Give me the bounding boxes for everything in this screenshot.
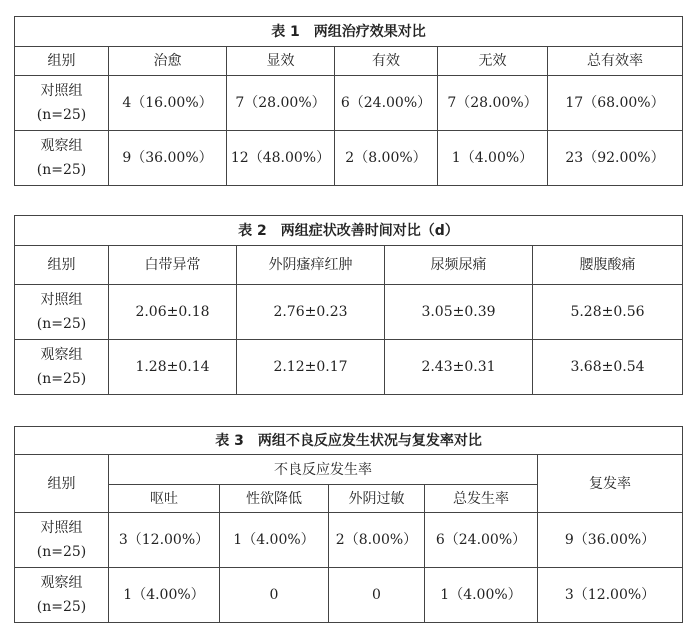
data-cell: 2（8.00%）: [335, 131, 438, 186]
group-cell: 对照组 (n=25): [15, 76, 109, 131]
header-cell: 白带异常: [109, 246, 237, 285]
header-cell: 无效: [438, 47, 548, 76]
data-cell: 3.05±0.39: [385, 285, 533, 340]
table-row: [15, 568, 683, 623]
header-cell: 总有效率: [548, 47, 683, 76]
group-cell: 对照组 (n=25): [15, 285, 109, 340]
data-cell: 0: [329, 568, 425, 623]
data-cell: 12（48.00%）: [227, 131, 335, 186]
data-cell: 5.28±0.56: [533, 285, 683, 340]
table-row: [15, 76, 683, 131]
table-adverse-recurrence: [14, 426, 683, 623]
group-cell: 观察组 (n=25): [15, 340, 109, 395]
data-cell: 17（68.00%）: [548, 76, 683, 131]
subheader-cell: 性欲降低: [220, 485, 329, 513]
data-cell: 3（12.00%）: [109, 513, 220, 568]
data-cell: 6（24.00%）: [425, 513, 538, 568]
data-cell: 0: [220, 568, 329, 623]
header-cell: 治愈: [109, 47, 227, 76]
data-cell: 2（8.00%）: [329, 513, 425, 568]
data-cell: 7（28.00%）: [227, 76, 335, 131]
data-cell: 1.28±0.14: [109, 340, 237, 395]
data-cell: 4（16.00%）: [109, 76, 227, 131]
header-cell: 不良反应发生率: [109, 455, 538, 485]
data-cell: 2.12±0.17: [237, 340, 385, 395]
group-cell: 观察组 (n=25): [15, 568, 109, 623]
data-cell: 2.43±0.31: [385, 340, 533, 395]
table-treatment-effect: [14, 16, 683, 186]
data-cell: 3（12.00%）: [538, 568, 683, 623]
data-cell: 23（92.00%）: [548, 131, 683, 186]
data-cell: 1（4.00%）: [425, 568, 538, 623]
header-cell: 腰腹酸痛: [533, 246, 683, 285]
data-cell: 7（28.00%）: [438, 76, 548, 131]
subheader-cell: 总发生率: [425, 485, 538, 513]
group-cell: 观察组 (n=25): [15, 131, 109, 186]
table-row: [15, 340, 683, 395]
data-cell: 9（36.00%）: [538, 513, 683, 568]
data-cell: 2.06±0.18: [109, 285, 237, 340]
data-cell: 1（4.00%）: [109, 568, 220, 623]
header-cell: 尿频尿痛: [385, 246, 533, 285]
data-cell: 9（36.00%）: [109, 131, 227, 186]
data-cell: 1（4.00%）: [438, 131, 548, 186]
table-row: [15, 285, 683, 340]
data-cell: 6（24.00%）: [335, 76, 438, 131]
header-cell: 有效: [335, 47, 438, 76]
header-cell: 复发率: [538, 455, 683, 513]
subheader-cell: 外阴过敏: [329, 485, 425, 513]
header-cell: 组别: [15, 455, 109, 513]
data-cell: 2.76±0.23: [237, 285, 385, 340]
table-symptom-improvement: [14, 215, 683, 395]
table-row: [15, 131, 683, 186]
data-cell: 1（4.00%）: [220, 513, 329, 568]
header-cell: 外阴瘙痒红肿: [237, 246, 385, 285]
data-cell: 3.68±0.54: [533, 340, 683, 395]
table-caption: 表 1 两组治疗效果对比: [15, 17, 683, 47]
header-cell: 组别: [15, 47, 109, 76]
subheader-cell: 呕吐: [109, 485, 220, 513]
header-cell: 显效: [227, 47, 335, 76]
table-row: [15, 513, 683, 568]
table-caption: 表 2 两组症状改善时间对比（d）: [15, 216, 683, 246]
group-cell: 对照组 (n=25): [15, 513, 109, 568]
header-cell: 组别: [15, 246, 109, 285]
table-caption: 表 3 两组不良反应发生状况与复发率对比: [15, 427, 683, 455]
